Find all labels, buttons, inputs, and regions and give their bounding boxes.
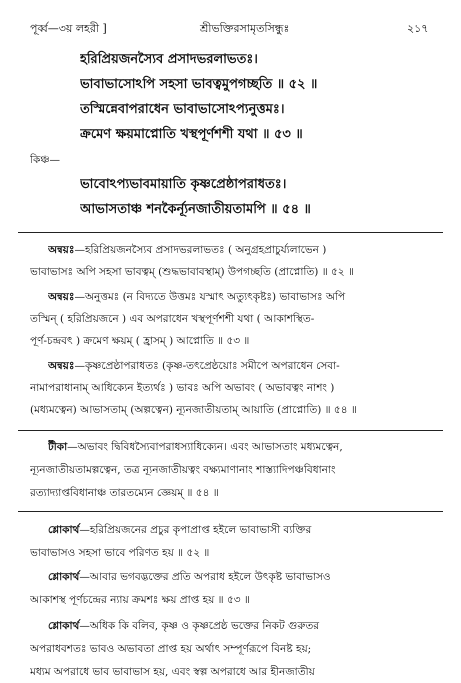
tika-line [48, 440, 448, 457]
verse-line: ভাবাভাসোঽপি সহসা ভাবত্বমুপগচ্ছতি ॥ ৫২ ॥ [80, 77, 318, 92]
anvaya-54-line: (মধ্যমত্বেন) আভাসতাম্ (অল্পত্বেন) ন্যূনজাতীয়তাম্ আয়াতি (প্রাপ্নোতি) ॥ ৫৪ ॥ [30, 404, 357, 416]
page-header-title: শ্রীভক্তিরসামৃতসিন্ধুঃ [200, 22, 290, 35]
verse-line: ভাবোঽপ্যভাবমায়াতি কৃষ্ণপ্রেষ্ঠাপরাধতঃ। [80, 177, 287, 192]
shlokartha-54-line: মধ্যম অপরাধে ভাব ভাবাভাস হয়, এবং স্বল্প অপরাধে আর হীনজাতীয় [30, 666, 315, 678]
kincha-label: কিঞ্চ— [30, 154, 61, 166]
anvaya-text: —কৃষ্ণপ্রেষ্ঠাপরাধতঃ (কৃষ্ণ-তৎপ্রেষ্ঠয়োঃ সমীপে অপরাধেন সেবা- [74, 360, 340, 372]
tika-line: রত্যাদ্যাপ্তবিধানাঞ্চ তারতম্যেন জ্ঞেয়ম্ ॥ ৫৪ ॥ [30, 487, 219, 499]
shlokartha-52-line: ভাবাভাসও সহসা ভাবে পরিণত হয় ॥ ৫২ ॥ [30, 547, 210, 559]
section-divider [18, 232, 443, 233]
anvaya-53-line [48, 290, 448, 307]
anvaya-text: —হরিপ্রিয়জনস্যৈব প্রসাদভরলাভতঃ ( অনুগ্রহপ্রাচুর্য্যলাভেন ) [74, 244, 327, 256]
shlokartha-label: শ্লোকার্থ [48, 571, 80, 583]
verse-line: হরিপ্রিয়জনস্যৈব প্রসাদভরলাভতঃ। [80, 52, 258, 67]
shlokartha-53-line [48, 570, 448, 587]
shlokartha-text: —অধিক কি বলিব, কৃষ্ণ ও কৃষ্ণপ্রেষ্ঠ ভক্তের নিকট গুরুতর [79, 620, 320, 632]
anvaya-53-line: তস্মিন্ ( হরিপ্রিয়জনে ) এব অপরাধেন খস্থপূর্ণশশী যথা ( আকাশস্থিত- [30, 313, 315, 325]
verse-line: ক্রমেণ ক্ষয়মাপ্নোতি খস্থপূর্ণশশী যথা ॥ ৫৩ ॥ [80, 127, 303, 142]
shlokartha-54-line [48, 619, 448, 636]
shlokartha-54-line: অপরাধবশতঃ ভাবও অভাবতা প্রাপ্ত হয় অর্থাৎ সম্পূর্ণরূপে বিনষ্ট হয়; [30, 643, 312, 655]
anvaya-label: অন্বয়ঃ [48, 291, 75, 303]
page-number: ২১৭ [407, 22, 429, 35]
shlokartha-53-line: আকাশস্থ পূর্ণচন্দ্রের ন্যায় ক্রমশঃ ক্ষয় প্রাপ্ত হয় ॥ ৫৩ ॥ [30, 594, 250, 606]
verse-line: আভাসতাঞ্চ শনকৈর্ন্যূনজাতীয়তামপি ॥ ৫৪ ॥ [80, 202, 311, 217]
shlokartha-52-line [48, 523, 448, 540]
shlokartha-text: —হরিপ্রিয়জনের প্রচুর কৃপাপ্রাপ্ত হইলে ভাবাভাসী ব্যক্তির [79, 524, 312, 536]
shlokartha-label: শ্লোকার্থ [48, 620, 80, 632]
anvaya-label: অন্বয়ঃ [48, 360, 75, 372]
anvaya-52-line: ভাবাভাসঃ অপি সহসা ভাবত্বম্ (শুদ্ধভাবাবস্থাম্) উপগচ্ছতি (প্রাপ্নোতি) ॥ ৫২ ॥ [30, 266, 354, 278]
anvaya-label: অন্বয়ঃ [48, 244, 75, 256]
tika-label: টীকা [48, 441, 68, 453]
anvaya-54-line: নামাপরাধানাম্ আধিক্যেন ইত্যর্থঃ ) ভাবঃ অপি অভাবং ( অভাবত্বং নাশং ) [30, 382, 335, 394]
verse-line: তস্মিন্নেবাপরাধেন ভাবাভাসোঽপ্যনুত্তমঃ। [80, 102, 285, 117]
shlokartha-text: —আবার ভগবদ্ভক্তের প্রতি অপরাধ হইলে উৎকৃষ্ট ভাবাভাসও [79, 571, 331, 583]
shlokartha-label: শ্লোকার্থ [48, 524, 80, 536]
tika-text: —অভাবং দ্বিবিধস্যৈবাপরাধস্যাধিক্যেন। এবং আভাসতাং মধ্যমত্বেন, [67, 441, 343, 453]
tika-line: ন্যূনজাতীয়তামল্পত্বেন, তত্র ন্যূনজাতীয়ত্বং বক্ষ্যমাণানাং শাস্ত্যাদিপঞ্চবিধানাং [30, 464, 336, 476]
section-divider [18, 430, 443, 431]
anvaya-53-line: পূর্ণ-চন্দ্রবৎ ) ক্রমেণ ক্ষয়ম্ ( হ্রাসম্ ) আপ্নোতি ॥ ৫৩ ॥ [30, 335, 250, 347]
anvaya-52-line [48, 243, 448, 260]
anvaya-54-line [48, 359, 448, 376]
page-header-section: পূর্ব্ব—৩য় লহরী ] [30, 22, 107, 35]
anvaya-text: —অনুত্তমঃ (ন বিদ্যতে উত্তমঃ যস্মাৎ অত্যুৎকৃষ্টঃ) ভাবাভাসঃ অপি [74, 291, 346, 303]
section-divider [18, 511, 443, 512]
